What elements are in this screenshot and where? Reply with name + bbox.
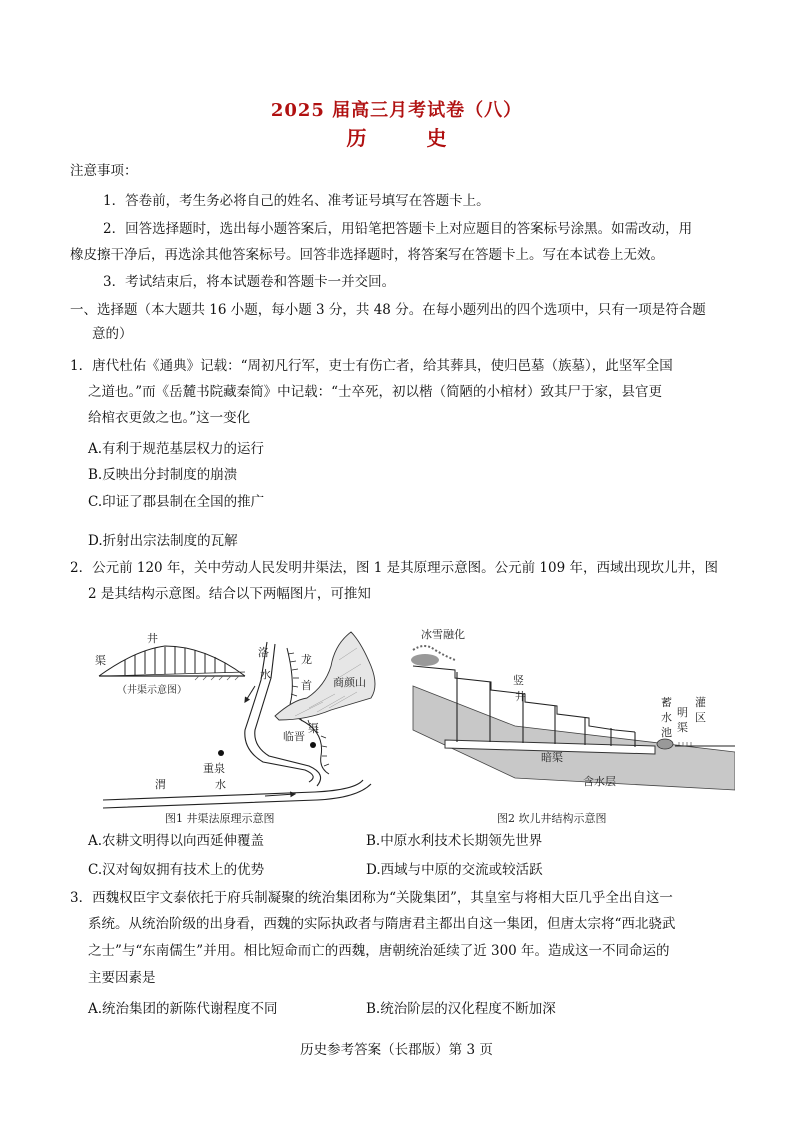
figure2-diagram	[411, 627, 735, 825]
q3-option-b: B.统治阶层的汉化程度不断加深	[366, 1001, 556, 1017]
fig2-aquifer-label: 含水层	[583, 775, 616, 788]
q2-stem-line1: 2．公元前 120 年，关中劳动人民发明井渠法，图 1 是其原理示意图。公元前 109 年，西域出现坎儿井，图	[70, 560, 718, 576]
notice-item-1: 1．答卷前，考生务必将自己的姓名、准考证号填写在答题卡上。	[103, 193, 490, 209]
q3-stem-line1: 3．西魏权臣宇文泰依托于府兵制凝聚的统治集团称为“关陇集团”，其皇室与将相大臣几乎全出自这一	[70, 890, 673, 906]
q1-option-a: A.有利于规范基层权力的运行	[88, 441, 265, 457]
fig2-guan-char: 灌	[695, 696, 706, 709]
fig1-shui-char: 水	[260, 668, 271, 681]
q3-stem-line2: 系统。从统治阶级的出身看，西魏的实际执政者与隋唐君主都出自这一集团，但唐太宗将“西北骁武	[88, 916, 676, 932]
fig1-qu-char: 渠	[308, 722, 319, 735]
q1-stem-line3: 给棺衣更敛之也。”这一变化	[88, 410, 251, 426]
fig2-ming-char: 明	[677, 706, 688, 719]
notice-item-2-line2: 橡皮擦干净后，再选涂其他答案标号。回答非选择题时，将答案写在答题卡上。写在本试卷上无效。	[70, 247, 664, 263]
fig2-shui-char: 水	[661, 711, 672, 724]
fig2-xu-char: 蓄	[661, 696, 672, 709]
fig2-jing-char: 井	[515, 690, 526, 703]
fig2-qu-char: 渠	[677, 721, 688, 734]
section-heading-line1: 一、选择题（本大题共 16 小题，每小题 3 分，共 48 分。在每小题列出的四个选项中，只有一项是符合题	[70, 302, 706, 318]
figure1-diagram	[95, 631, 375, 825]
notice-item-2-line1: 2．回答选择题时，选出每小题答案后，用铅笔把答题卡上对应题目的答案标号涂黑。如需改动，用	[103, 221, 693, 237]
q1-stem-line1: 1．唐代杜佑《通典》记载：“周初凡行军，吏士有伤亡者，给其葬具，使归邑墓（族墓），此坚军全国	[70, 358, 673, 374]
fig2-shu-char: 竖	[513, 674, 524, 687]
fig2-snow-label: 冰雪融化	[421, 628, 465, 641]
q2-option-c: C.汉对匈奴拥有技术上的优势	[88, 862, 265, 878]
q3-stem-line3: 之士”与“东南儒生”并用。相比短命而亡的西魏，唐朝统治延续了近 300 年。造成这一不同命运的	[88, 943, 670, 959]
q1-option-b: B.反映出分封制度的崩溃	[88, 467, 238, 483]
q1-stem-line2: 之道也。”而《岳麓书院藏秦简》中记载：“士卒死，初以楷（简陋的小棺材）致其尸于家，县官更	[88, 384, 663, 400]
fig1-well-label: 井	[147, 632, 158, 645]
q2-option-b: B.中原水利技术长期领先世界	[366, 833, 543, 849]
q3-option-a: A.统治集团的新陈代谢程度不同	[88, 1001, 278, 1017]
fig2-anqu-label: 暗渠	[541, 751, 563, 764]
q1-option-d: D.折射出宗法制度的瓦解	[88, 533, 238, 549]
q2-option-d: D.西域与中原的交流或较活跃	[366, 862, 543, 878]
fig1-wei-char: 渭	[155, 778, 166, 791]
fig2-chi-char: 池	[661, 726, 672, 739]
fig1-chongquan-label: 重泉	[203, 762, 225, 775]
fig1-canal-label: 渠	[95, 654, 106, 667]
q2-figures	[95, 620, 735, 830]
fig2-area-char: 区	[695, 711, 706, 724]
fig1-luo-char: 洛	[258, 646, 269, 659]
fig1-caption: 图1 井渠法原理示意图	[165, 812, 275, 825]
fig1-water-char: 水	[215, 778, 226, 791]
notice-item-3: 3．考试结束后，将本试题卷和答题卡一并交回。	[103, 274, 396, 290]
fig2-caption: 图2 坎儿井结构示意图	[497, 812, 607, 825]
q3-stem-line4: 主要因素是	[88, 970, 156, 986]
notice-heading: 注意事项：	[70, 163, 138, 179]
subject-title: 历 史	[346, 126, 467, 150]
section-heading-line2: 意的）	[92, 326, 133, 342]
page-footer: 历史参考答案（长郡版）第 3 页	[300, 1042, 493, 1058]
q2-stem-line2: 2 是其结构示意图。结合以下两幅图片，可推知	[88, 586, 371, 602]
fig1-mountain-label: 商颜山	[333, 676, 366, 689]
fig1-inset-label: （井渠示意图）	[117, 685, 187, 696]
fig1-long-char: 龙	[301, 653, 312, 666]
q2-option-a: A.农耕文明得以向西延伸覆盖	[88, 833, 265, 849]
q1-option-c: C.印证了郡县制在全国的推广	[88, 494, 265, 510]
fig1-linjin-label: 临晋	[283, 730, 305, 743]
fig1-shou-char: 首	[301, 679, 312, 692]
exam-title: 2025 届高三月考试卷（八）	[270, 100, 523, 121]
